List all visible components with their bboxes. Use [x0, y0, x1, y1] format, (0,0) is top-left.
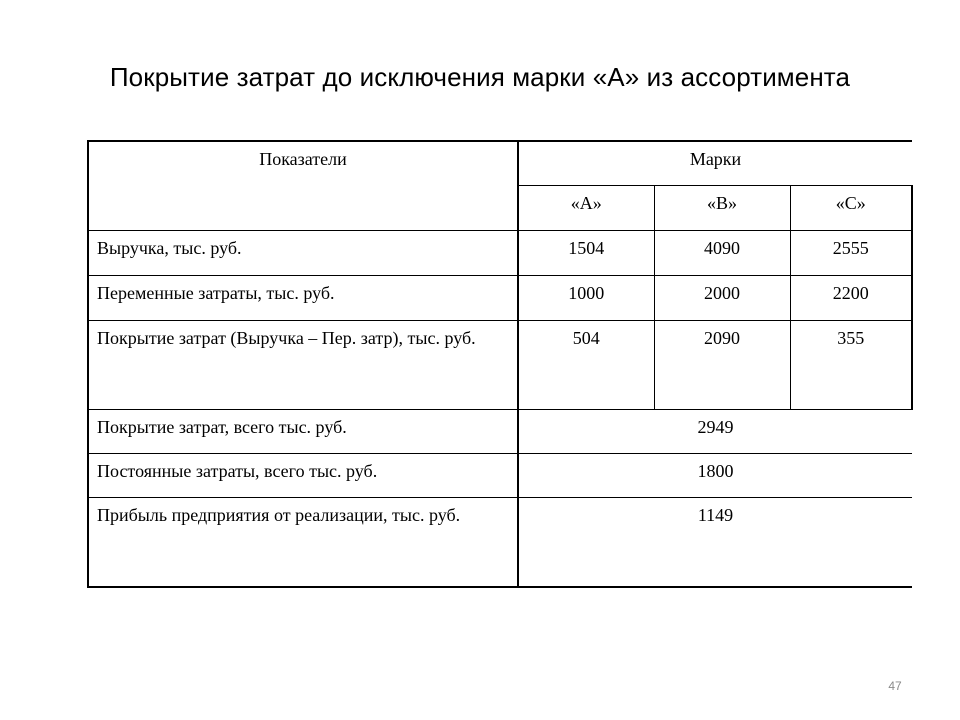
- table-total-row: [88, 453, 912, 497]
- total-label: Постоянные затраты, всего тыс. руб.: [88, 453, 518, 497]
- row-value: 2090: [654, 320, 790, 409]
- row-value: 2555: [790, 230, 912, 275]
- indicators-header: Показатели: [88, 141, 518, 230]
- total-value: 1149: [518, 497, 912, 587]
- total-value: 1800: [518, 453, 912, 497]
- cost-coverage-table: [87, 140, 913, 588]
- table-total-row: [88, 409, 912, 453]
- row-value: 1000: [518, 275, 654, 320]
- total-label: Прибыль предприятия от реализации, тыс. руб.: [88, 497, 518, 587]
- brand-b-header: «В»: [654, 185, 790, 230]
- row-value: 2000: [654, 275, 790, 320]
- slide-title: Покрытие затрат до исключения марки «А» из ассортимента: [109, 62, 851, 92]
- table-row: [88, 275, 912, 320]
- row-value: 4090: [654, 230, 790, 275]
- brand-c-header: «С»: [790, 185, 912, 230]
- total-label: Покрытие затрат, всего тыс. руб.: [88, 409, 518, 453]
- total-value: 2949: [518, 409, 912, 453]
- row-label: Переменные затраты, тыс. руб.: [88, 275, 518, 320]
- row-label: Выручка, тыс. руб.: [88, 230, 518, 275]
- brand-a-header: «А»: [518, 185, 654, 230]
- row-value: 1504: [518, 230, 654, 275]
- brands-header: Марки: [518, 141, 912, 185]
- table-header-row: [88, 141, 912, 185]
- row-value: 2200: [790, 275, 912, 320]
- row-value: 355: [790, 320, 912, 409]
- table-row: [88, 320, 912, 409]
- table-total-row: [88, 497, 912, 587]
- page-number: 47: [888, 679, 902, 693]
- row-label: Покрытие затрат (Выручка – Пер. затр), тыс. руб.: [88, 320, 518, 409]
- row-value: 504: [518, 320, 654, 409]
- table-row: [88, 230, 912, 275]
